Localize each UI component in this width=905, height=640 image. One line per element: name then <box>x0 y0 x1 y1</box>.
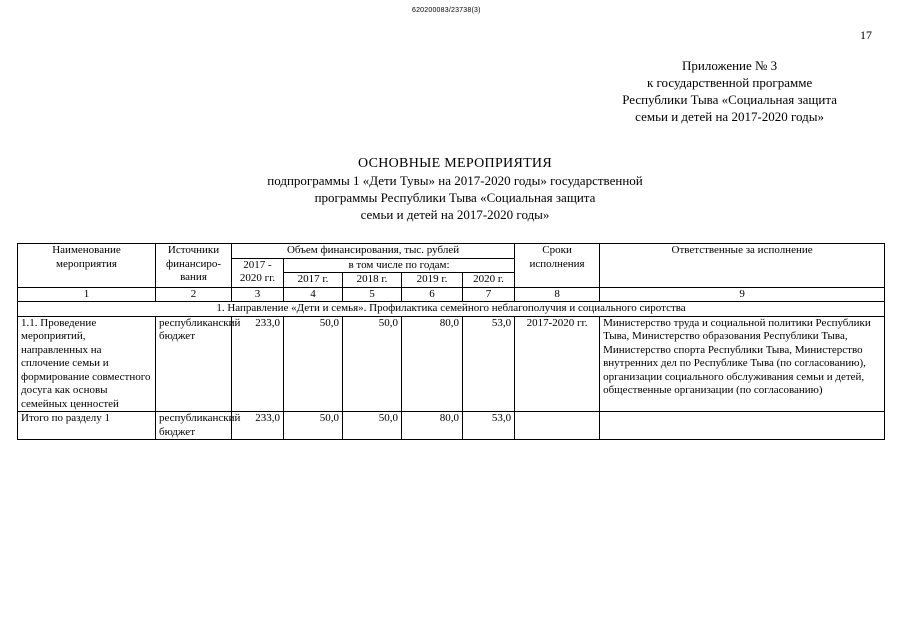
amount-2018: 50,0 <box>343 316 402 412</box>
appendix-line: Приложение № 3 <box>682 58 778 73</box>
column-number: 2 <box>156 287 232 302</box>
column-number: 7 <box>463 287 515 302</box>
section-title: 1. Направление «Дети и семья». Профилактика семейного неблагополучия и социального сиротства <box>18 302 885 317</box>
appendix-line: к государственной программе <box>646 75 813 90</box>
page-number: 17 <box>860 28 872 42</box>
title-line: программы Республики Тыва «Социальная защита <box>314 190 596 205</box>
activity-name: 1.1. Проведение мероприятий, направленных на сплочение семьи и формирование совместного досуга как основы семейных ценностей <box>18 316 156 412</box>
appendix-line: семьи и детей на 2017-2020 годы» <box>635 109 825 124</box>
document-id: 620200083/23738(3) <box>412 7 481 14</box>
activity-name: Итого по разделу 1 <box>18 412 156 440</box>
appendix-line: Республики Тыва «Социальная защита <box>622 92 837 107</box>
amount-2020: 53,0 <box>463 316 515 412</box>
amount-2019: 80,0 <box>402 412 463 440</box>
amount-2017: 50,0 <box>284 412 343 440</box>
header-funding: Объем финансирования, тыс. рублей <box>232 244 515 259</box>
column-number: 9 <box>600 287 885 302</box>
header-including: в том числе по годам: <box>284 258 515 273</box>
column-number: 8 <box>515 287 600 302</box>
header-year-2017: 2017 г. <box>284 273 343 288</box>
terms <box>515 412 600 440</box>
header-year-2018: 2018 г. <box>343 273 402 288</box>
funding-source: республиканский бюджет <box>156 412 232 440</box>
table-row <box>18 412 885 440</box>
amount-total: 233,0 <box>232 412 284 440</box>
title-line: семьи и детей на 2017-2020 годы» <box>360 207 550 222</box>
section-row <box>18 302 885 317</box>
header-row <box>18 244 885 259</box>
title-line: подпрограммы 1 «Дети Тувы» на 2017-2020 годы» государственной <box>267 173 643 188</box>
column-number: 5 <box>343 287 402 302</box>
terms: 2017-2020 гг. <box>515 316 600 412</box>
table-row <box>18 316 885 412</box>
appendix-note <box>622 57 837 125</box>
column-number: 4 <box>284 287 343 302</box>
amount-2019: 80,0 <box>402 316 463 412</box>
amount-2018: 50,0 <box>343 412 402 440</box>
amount-2017: 50,0 <box>284 316 343 412</box>
header-name: Наименование мероприятия <box>18 244 156 288</box>
header-terms: Сроки исполнения <box>515 244 600 288</box>
header-year-2020: 2020 г. <box>463 273 515 288</box>
amount-total: 233,0 <box>232 316 284 412</box>
column-number-row <box>18 287 885 302</box>
header-total: 2017 - 2020 гг. <box>232 258 284 287</box>
responsible <box>600 412 885 440</box>
column-number: 1 <box>18 287 156 302</box>
column-number: 3 <box>232 287 284 302</box>
header-source: Источники финансиро-вания <box>156 244 232 288</box>
activities-table <box>17 243 885 440</box>
header-year-2019: 2019 г. <box>402 273 463 288</box>
responsible: Министерство труда и социальной политики Республики Тыва, Министерство образования Республики Тыва, Министерство спорта Республики Тыва, Министерство внутренних дел по Республике Тыва (по согласованию), организации социального обслуживания семьи и детей, общественные организации (по согласованию) <box>600 316 885 412</box>
amount-2020: 53,0 <box>463 412 515 440</box>
header-responsible: Ответственные за исполнение <box>600 244 885 288</box>
document-title <box>150 155 760 223</box>
title-main: ОСНОВНЫЕ МЕРОПРИЯТИЯ <box>358 156 552 171</box>
column-number: 6 <box>402 287 463 302</box>
funding-source: республиканский бюджет <box>156 316 232 412</box>
